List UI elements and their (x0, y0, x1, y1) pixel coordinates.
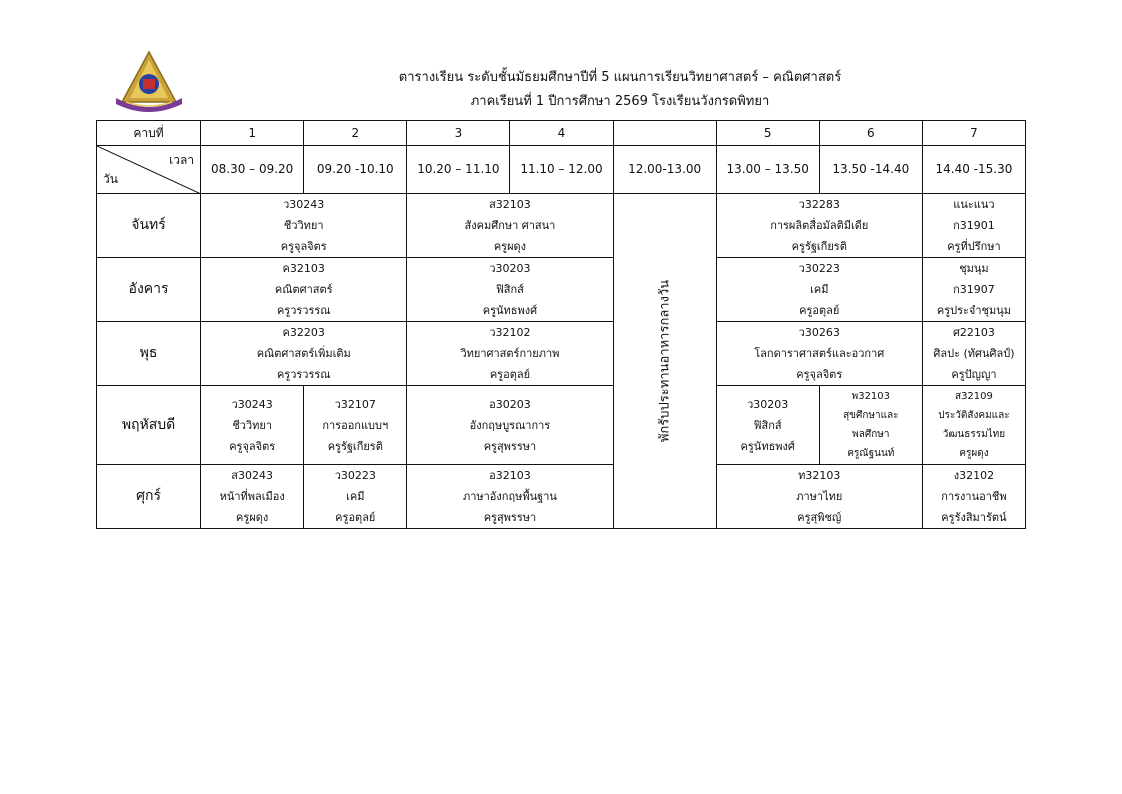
course-code: ว30223 (798, 262, 840, 275)
course-code: ส32103 (489, 198, 531, 211)
day-row-wednesday (97, 322, 1026, 386)
time-slot: 11.10 – 12.00 (510, 146, 613, 194)
course-name-line2: พลศึกษา (852, 429, 890, 440)
course-name: การออกแบบฯ (322, 418, 389, 432)
class-cell (201, 386, 304, 465)
course-name: โลกดาราศาสตร์และอวกาศ (754, 347, 885, 360)
time-slot: 12.00-13.00 (613, 146, 716, 194)
class-cell (716, 322, 922, 386)
day-row-monday (97, 194, 1026, 258)
course-name: ชีววิทยา (232, 418, 273, 432)
timetable (96, 120, 1026, 529)
course-code: ว30243 (231, 397, 273, 411)
teacher-name: ครูอตุลย์ (799, 304, 840, 317)
class-cell (201, 465, 304, 529)
course-name: การงานอาชีพ (941, 490, 1007, 503)
period-number (613, 121, 716, 146)
period-number: 6 (819, 121, 922, 146)
teacher-name: ครูรังสิมารัตน์ (941, 511, 1007, 524)
day-label: วัน (103, 172, 118, 186)
period-number: 3 (407, 121, 510, 146)
class-cell (407, 386, 613, 465)
course-code: ค32103 (282, 262, 325, 275)
class-cell (922, 322, 1025, 386)
teacher-name: ครูสุพิชญ์ (797, 511, 842, 524)
class-cell (407, 322, 613, 386)
teacher-name: ครูรัฐเกียรติ (327, 439, 383, 453)
day-name: จันทร์ (97, 194, 201, 258)
course-code: ว30203 (747, 397, 789, 411)
class-cell (922, 194, 1025, 258)
course-name: หน้าที่พลเมือง (219, 490, 285, 503)
course-code: ท32103 (798, 469, 841, 482)
teacher-name: ครูสุพรรษา (483, 439, 537, 453)
course-code: พ32103 (851, 391, 891, 402)
course-code: ชุมนุม (959, 262, 989, 275)
course-code: ว30243 (283, 198, 325, 211)
class-cell (201, 194, 407, 258)
teacher-name: ครูจุลจิตร (229, 439, 276, 453)
time-slot: 08.30 – 09.20 (201, 146, 304, 194)
time-header-row (97, 146, 1026, 194)
day-name: พุธ (97, 322, 201, 386)
teacher-name: ครูอตุลย์ (489, 368, 531, 381)
course-name: การผลิตสื่อมัลติมีเดีย (770, 219, 869, 232)
teacher-name: ครูปัญญา (951, 368, 997, 381)
course-code: ว32283 (798, 198, 840, 211)
course-name: วิทยาศาสตร์กายภาพ (460, 347, 560, 360)
schedule-title: ตารางเรียน ระดับชั้นมัธยมศึกษาปีที่ 5 แผนการเรียนวิทยาศาสตร์ – คณิตศาสตร์ (398, 70, 842, 85)
class-cell (716, 465, 922, 529)
teacher-name: ครูรัฐเกียรติ (791, 240, 847, 253)
teacher-name: ครูสุพรรษา (483, 511, 537, 524)
lunch-break-cell (613, 194, 716, 529)
time-label: เวลา (169, 153, 195, 167)
course-code: ว32102 (489, 326, 531, 339)
course-name: เคมี (810, 283, 829, 296)
course-name: เคมี (346, 490, 365, 503)
period-number: 4 (510, 121, 613, 146)
class-cell (922, 465, 1025, 529)
course-code: ส30243 (231, 469, 274, 482)
class-cell (407, 465, 613, 529)
time-slot: 13.00 – 13.50 (716, 146, 819, 194)
teacher-name: ครูนัทธพงศ์ (482, 304, 538, 317)
course-code: ว32107 (334, 397, 376, 411)
class-cell (716, 386, 819, 465)
course-code: แนะแนว (953, 198, 995, 211)
teacher-name: ครูผดุง (493, 240, 527, 253)
period-number: 2 (304, 121, 407, 146)
teacher-name: ครูณัฐนนท์ (847, 448, 895, 459)
day-name: ศุกร์ (97, 465, 201, 529)
course-code: ส32109 (954, 391, 993, 402)
schedule-subtitle: ภาคเรียนที่ 1 ปีการศึกษา 2569 โรงเรียนวังกรดพิทยา (470, 94, 770, 109)
lunch-break-label: พักรับประทานอาหารกลางวัน (657, 279, 673, 443)
day-name: อังคาร (97, 258, 201, 322)
day-name: พฤหัสบดี (97, 386, 201, 465)
teacher-name: ครูนัทธพงศ์ (740, 439, 795, 453)
class-cell (407, 194, 613, 258)
time-slot: 09.20 -10.10 (304, 146, 407, 194)
class-cell (716, 194, 922, 258)
teacher-name: ครูที่ปรึกษา (947, 240, 1001, 253)
teacher-name: ครูผดุง (236, 511, 269, 524)
course-name: ฟิสิกส์ (753, 418, 782, 432)
school-logo (112, 50, 186, 112)
course-name: ฟิสิกส์ (495, 283, 524, 296)
time-slot: 10.20 – 11.10 (407, 146, 510, 194)
class-cell (819, 386, 922, 465)
class-cell (201, 258, 407, 322)
course-name: ศิลปะ (ทัศนศิลป์) (933, 347, 1015, 360)
teacher-name: ครูอตุลย์ (335, 511, 376, 524)
course-code: อ30203 (489, 397, 531, 411)
time-slot: 14.40 -15.30 (922, 146, 1025, 194)
day-row-friday (97, 465, 1026, 529)
course-code: ค32203 (282, 326, 325, 339)
period-number: 7 (922, 121, 1025, 146)
course-name: ภาษาอังกฤษพื้นฐาน (462, 490, 557, 503)
course-code: อ32103 (489, 469, 531, 482)
course-name: อังกฤษบูรณาการ (469, 418, 551, 432)
class-cell (304, 386, 407, 465)
time-slot: 13.50 -14.40 (819, 146, 922, 194)
class-cell (716, 258, 922, 322)
period-label: คาบที่ (97, 121, 201, 146)
teacher-name: ครูประจำชุมนุม (936, 304, 1012, 317)
course-name: สุขศึกษาและ (843, 410, 899, 421)
teacher-name: ครูผดุง (959, 448, 989, 459)
course-code: ว30203 (489, 262, 531, 275)
class-cell (922, 386, 1025, 465)
day-row-tuesday (97, 258, 1026, 322)
course-name: ชีววิทยา (283, 219, 324, 232)
period-number: 5 (716, 121, 819, 146)
teacher-name: ครูจุลจิตร (796, 368, 843, 381)
class-cell (922, 258, 1025, 322)
course-name: ก31907 (953, 283, 995, 296)
course-name: ก31901 (953, 219, 995, 232)
course-code: ง32102 (953, 469, 995, 482)
course-code: ว30263 (798, 326, 840, 339)
course-name-line2: วัฒนธรรมไทย (942, 429, 1006, 440)
period-number: 1 (201, 121, 304, 146)
course-name: คณิตศาสตร์เพิ่มเติม (256, 347, 351, 360)
class-cell (304, 465, 407, 529)
class-cell (407, 258, 613, 322)
course-name: ภาษาไทย (796, 490, 843, 503)
period-header-row (97, 121, 1026, 146)
course-name: คณิตศาสตร์ (274, 283, 333, 296)
teacher-name: ครูวรวรรณ (276, 304, 331, 317)
course-name: สังคมศึกษา ศาสนา (464, 219, 556, 232)
teacher-name: ครูวรวรรณ (276, 368, 331, 381)
course-code: ศ22103 (952, 326, 995, 339)
teacher-name: ครูจุลจิตร (280, 240, 327, 253)
course-name: ประวัติสังคมและ (938, 410, 1010, 421)
time-day-corner (97, 146, 201, 194)
course-code: ว30223 (334, 469, 376, 482)
class-cell (201, 322, 407, 386)
day-row-thursday (97, 386, 1026, 465)
